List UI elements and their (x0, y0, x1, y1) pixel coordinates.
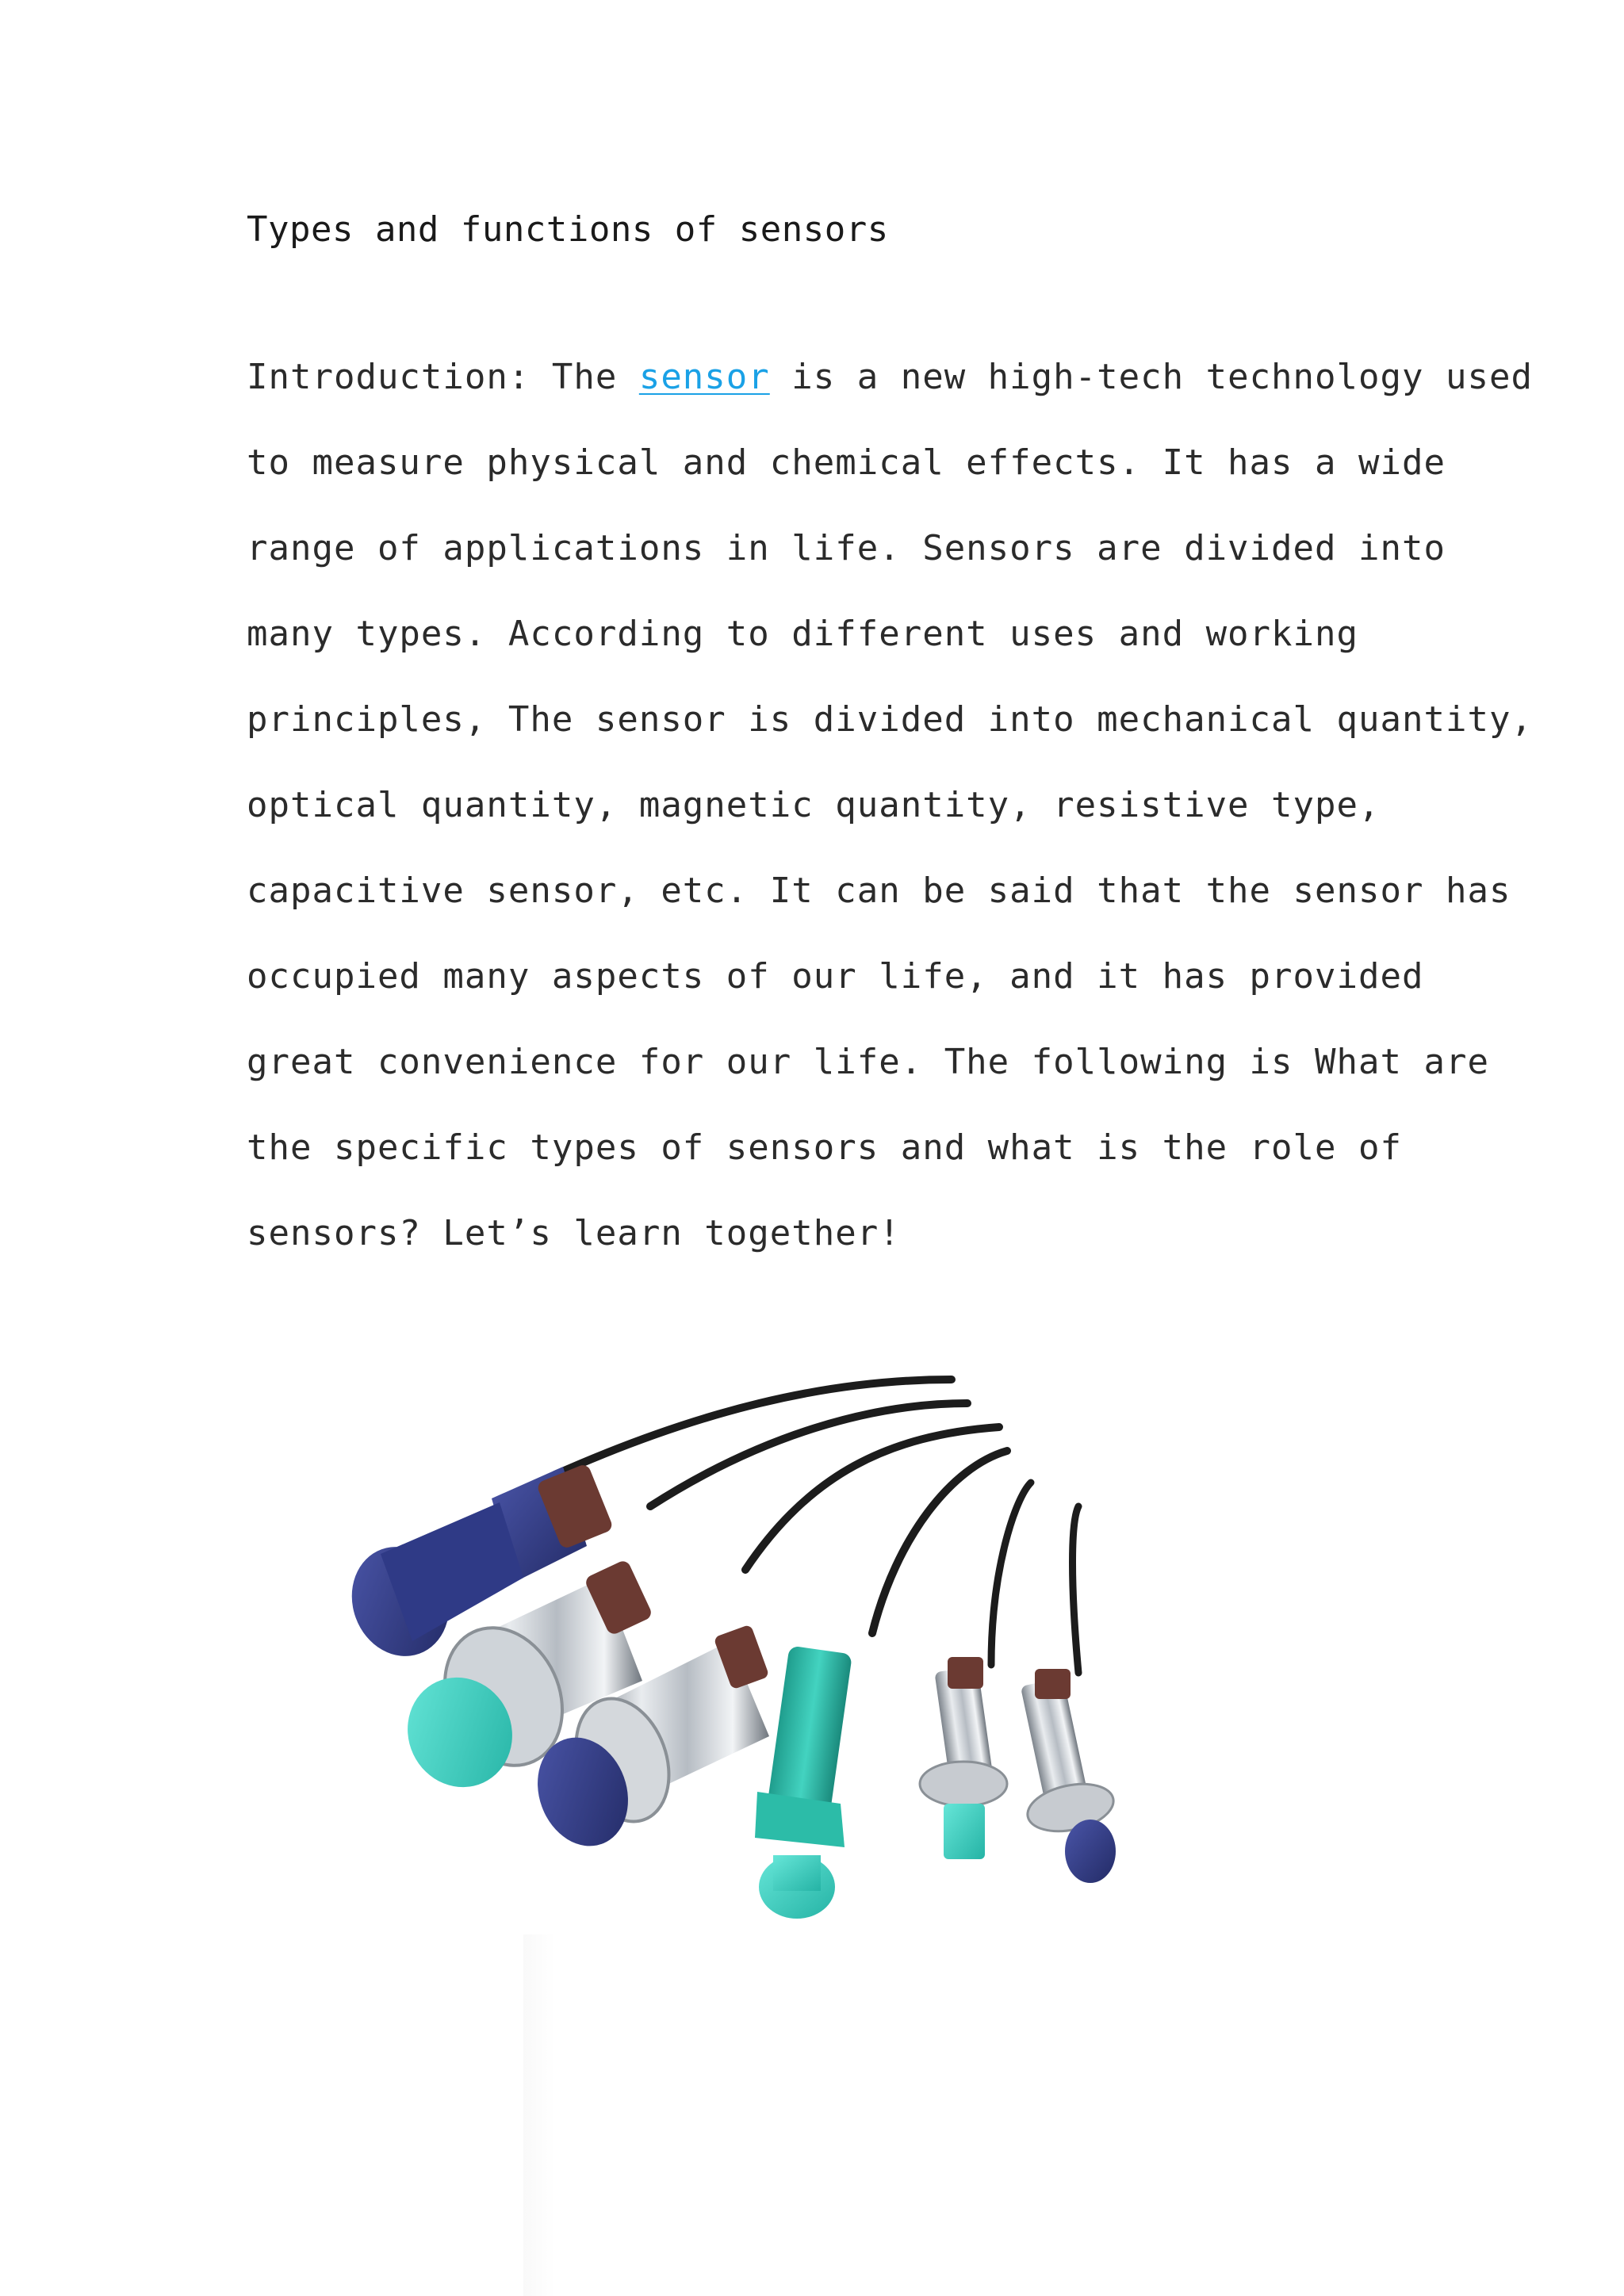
paragraph-line: principles, The sensor is divided into mechanical quantity, (247, 699, 1533, 740)
paragraph-line: many types. According to different uses and working (247, 614, 1359, 654)
cable-6 (1073, 1506, 1079, 1673)
paragraph-line-1 (247, 335, 1533, 420)
paragraph-line: capacitive sensor, etc. It can be said that the sensor has (247, 871, 1511, 911)
paragraph-line: the specific types of sensors and what is the role of (247, 1127, 1402, 1168)
paragraph-line: optical quantity, magnetic quantity, resistive type, (247, 785, 1381, 825)
sensor-steel-blue-small (1021, 1669, 1118, 1883)
paragraph-line: sensors? Let’s learn together! (247, 1213, 901, 1253)
paragraph-line: great convenience for our life. The following is What are (247, 1042, 1489, 1082)
paragraph-line: range of applications in life. Sensors are divided into (247, 528, 1446, 568)
sensor-link[interactable]: sensor (638, 357, 770, 397)
cables (555, 1380, 1078, 1673)
intro-suffix: is a new high-tech technology used (769, 357, 1533, 397)
sensor-teal-plastic (755, 1646, 852, 1919)
cable-3 (745, 1427, 999, 1570)
cable-1 (555, 1380, 952, 1475)
sensor-steel-teal-small (920, 1657, 1007, 1859)
intro-paragraph (247, 335, 1533, 1276)
cable-5 (991, 1483, 1031, 1665)
intro-prefix: Introduction: The (247, 357, 639, 397)
photo-shadow-strip (523, 1934, 555, 2296)
cable-4 (872, 1451, 1007, 1633)
paragraph-line: occupied many aspects of our life, and it has provided (247, 956, 1424, 997)
sensors-photo (317, 1364, 1269, 1966)
paragraph-line: to measure physical and chemical effects. It has a wide (247, 442, 1446, 483)
document-title: Types and functions of sensors (247, 209, 889, 250)
